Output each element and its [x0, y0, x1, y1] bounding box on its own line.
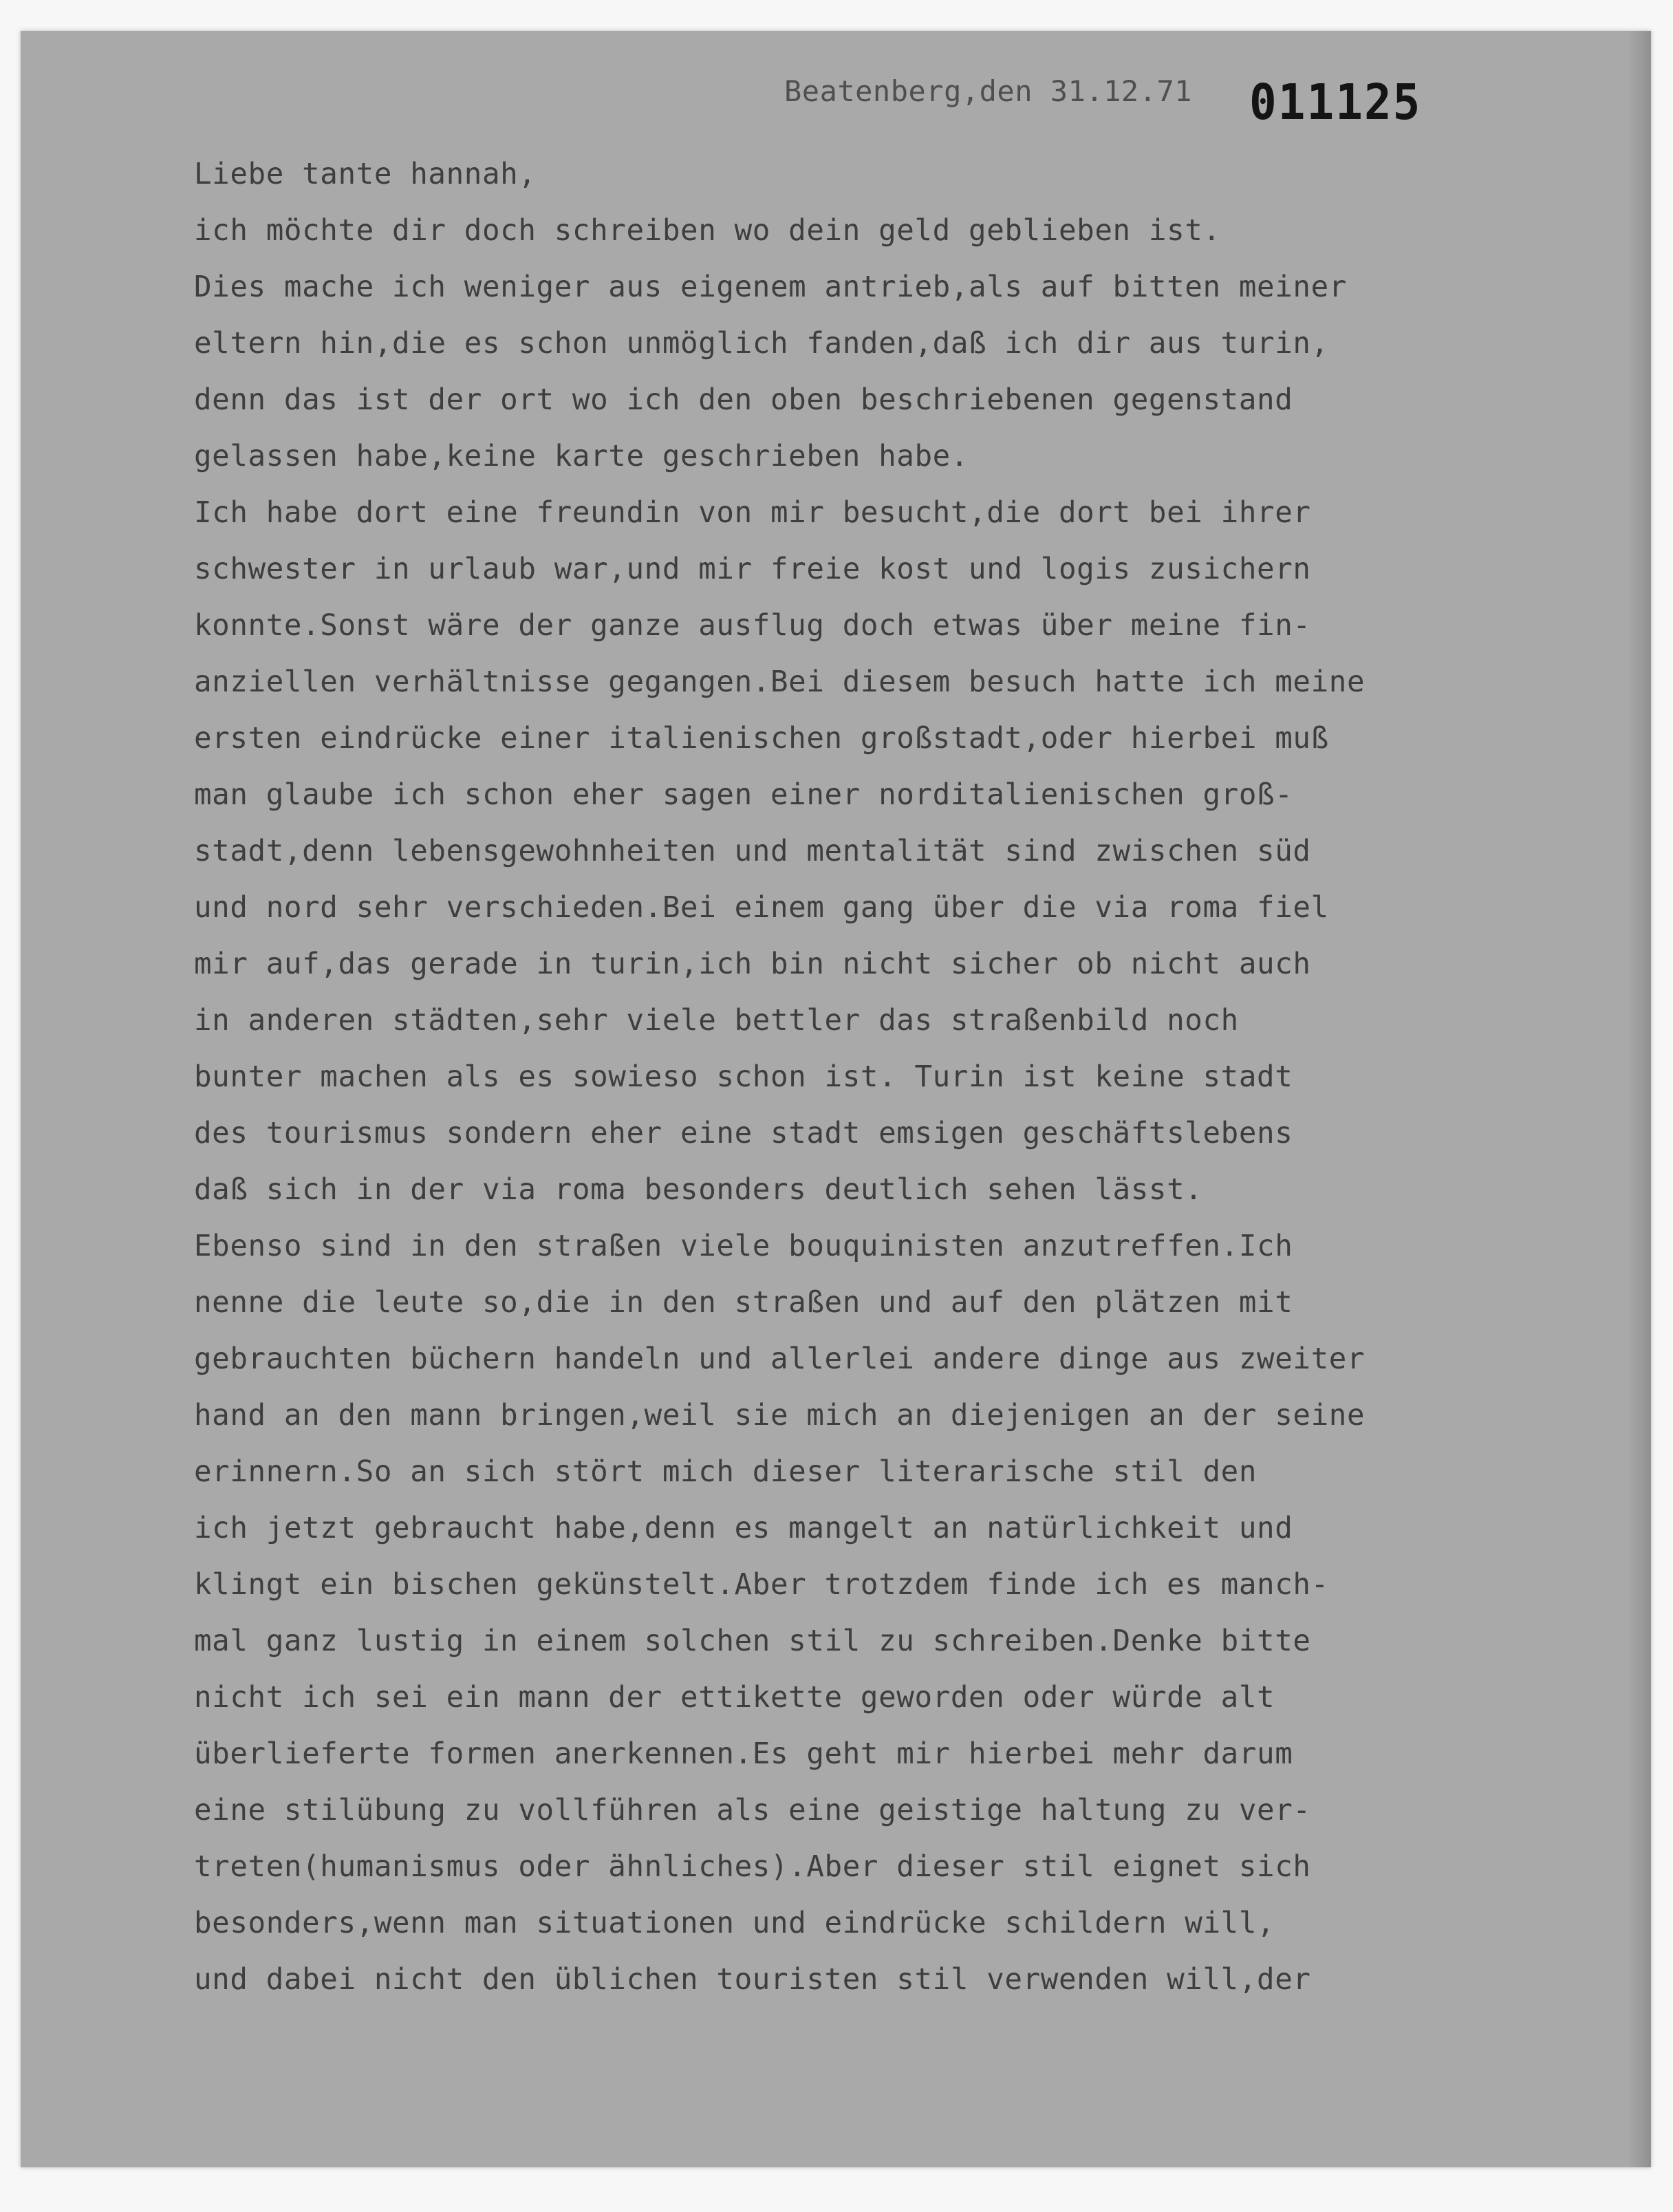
letter-line: man glaube ich schon eher sagen einer norditalienischen groß- [194, 778, 1293, 812]
letter-line: besonders,wenn man situationen und eindrücke schildern will, [194, 1907, 1275, 1940]
letter-line: treten(humanismus oder ähnliches).Aber dieser stil eignet sich [194, 1850, 1311, 1884]
place-date: Beatenberg,den 31.12.71 [784, 74, 1193, 108]
letter-line: Ebenso sind in den straßen viele bouquinisten anzutreffen.Ich [194, 1230, 1293, 1263]
letter-line: konnte.Sonst wäre der ganze ausflug doch etwas über meine fin- [194, 609, 1311, 643]
letter-line: in anderen städten,sehr viele bettler das straßenbild noch [194, 1004, 1239, 1038]
letter-line: Dies mache ich weniger aus eigenem antrieb,als auf bitten meiner [194, 270, 1347, 304]
letter-line: eltern hin,die es schon unmöglich fanden,daß ich dir aus turin, [194, 327, 1329, 361]
archive-stamp-number: 011125 [1249, 73, 1422, 131]
letter-line: daß sich in der via roma besonders deutlich sehen lässt. [194, 1173, 1203, 1207]
letter-line: des tourismus sondern eher eine stadt emsigen geschäftslebens [194, 1117, 1293, 1150]
letter-line: ich jetzt gebraucht habe,denn es mangelt an natürlichkeit und [194, 1512, 1293, 1545]
letter-line: nenne die leute so,die in den straßen und auf den plätzen mit [194, 1286, 1293, 1320]
letter-line: überlieferte formen anerkennen.Es geht mir hierbei mehr darum [194, 1737, 1293, 1771]
letter-line: ich möchte dir doch schreiben wo dein geld geblieben ist. [194, 214, 1221, 248]
letter-line: nicht ich sei ein mann der ettikette geworden oder würde alt [194, 1681, 1275, 1715]
letter-line: klingt ein bischen gekünstelt.Aber trotzdem finde ich es manch- [194, 1568, 1329, 1602]
letter-line: erinnern.So an sich stört mich dieser literarische stil den [194, 1455, 1258, 1489]
letter-line: und nord sehr verschieden.Bei einem gang über die via roma fiel [194, 891, 1329, 925]
page-edge [1628, 31, 1651, 2167]
letter-line: ersten eindrücke einer italienischen großstadt,oder hierbei muß [194, 722, 1329, 755]
letter-line: gebrauchten büchern handeln und allerlei andere dinge aus zweiter [194, 1342, 1366, 1376]
letter-line: schwester in urlaub war,und mir freie kost und logis zusichern [194, 552, 1311, 586]
letter-line: gelassen habe,keine karte geschrieben habe. [194, 440, 969, 473]
letter-line: mal ganz lustig in einem solchen stil zu schreiben.Denke bitte [194, 1624, 1311, 1658]
letter-line: anziellen verhältnisse gegangen.Bei diesem besuch hatte ich meine [194, 665, 1366, 699]
letter-line: und dabei nicht den üblichen touristen stil verwenden will,der [194, 1963, 1311, 1997]
letter-line: hand an den mann bringen,weil sie mich an diejenigen an der seine [194, 1399, 1366, 1432]
letter-line: bunter machen als es sowieso schon ist. Turin ist keine stadt [194, 1060, 1293, 1094]
letter-line: denn das ist der ort wo ich den oben beschriebenen gegenstand [194, 383, 1293, 417]
letter-line: Ich habe dort eine freundin von mir besucht,die dort bei ihrer [194, 496, 1311, 530]
letter-body [194, 147, 1597, 2008]
letter-line: eine stilübung zu vollführen als eine geistige haltung zu ver- [194, 1794, 1311, 1827]
letter-line: stadt,denn lebensgewohnheiten und mentalität sind zwischen süd [194, 835, 1311, 868]
letter-line: Liebe tante hannah, [194, 158, 537, 191]
letter-line: mir auf,das gerade in turin,ich bin nicht sicher ob nicht auch [194, 947, 1311, 981]
